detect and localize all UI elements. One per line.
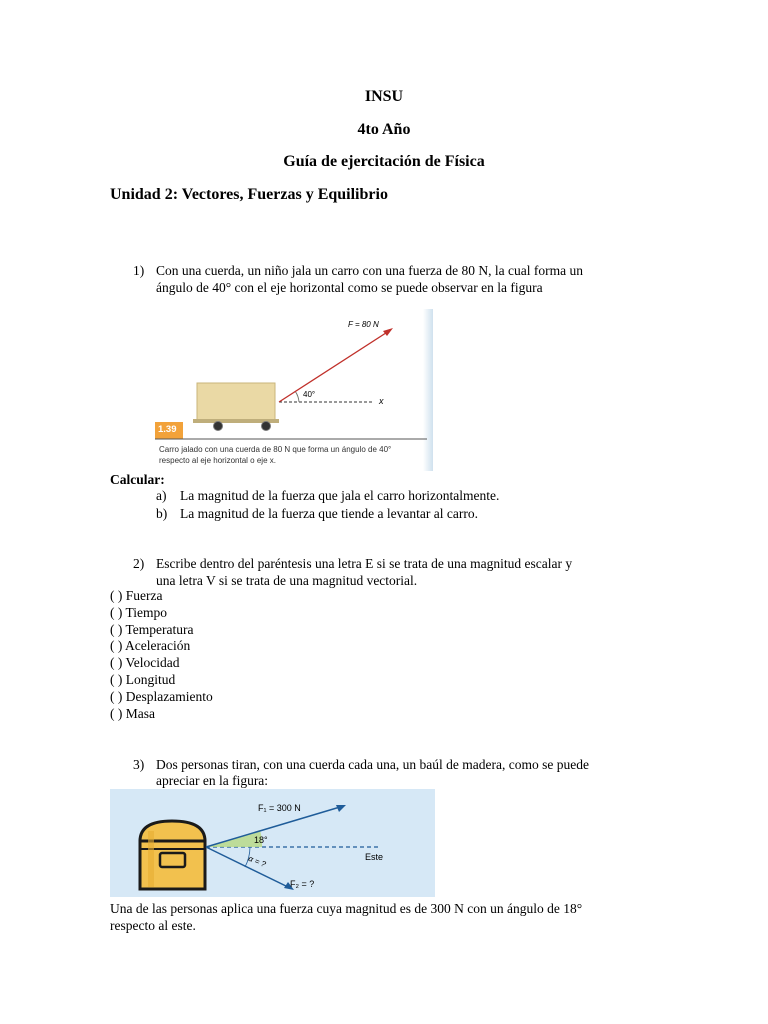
cart-wheel-left	[214, 422, 223, 431]
chest-figure	[110, 789, 435, 897]
unit-title: Unidad 2: Vectores, Fuerzas y Equilibrio	[110, 186, 388, 203]
list-item: ( ) Tiempo	[110, 604, 168, 620]
cart-force-label: F = 80 N	[348, 320, 379, 329]
q1-text-line2: ángulo de 40° con el eje horizontal como se puede observar en la figura	[156, 280, 543, 295]
cart-wheel-right	[262, 422, 271, 431]
list-item: ( ) Aceleración	[110, 638, 191, 654]
alpha-label: α = ?	[246, 853, 268, 870]
q3-text-line2: apreciar en la figura:	[156, 773, 269, 788]
list-item: ( ) Temperatura	[110, 621, 194, 637]
f1-label: F₁ = 300 N	[258, 803, 301, 813]
q3-after-line1: Una de las personas aplica una fuerza cuya magnitud es de 300 N con un ángulo de 18°	[110, 901, 583, 916]
list-item: ( ) Desplazamiento	[110, 688, 213, 704]
q1-item-a-marker: a)	[156, 488, 167, 503]
cart-angle-label: 40°	[303, 390, 316, 399]
q1-item-b-marker: b)	[156, 506, 168, 521]
q3-after-line2: respecto al este.	[110, 918, 196, 933]
magnitude-list	[110, 588, 213, 722]
list-item: ( ) Longitud	[110, 671, 176, 687]
year-label: 4to Año	[357, 121, 411, 138]
east-label: Este	[365, 852, 384, 862]
q2-number: 2)	[133, 556, 145, 571]
f2-label: F₂ = ?	[290, 879, 315, 889]
guide-title: Guía de ejercitación de Física	[283, 153, 485, 170]
calc-label: Calcular:	[110, 472, 165, 487]
list-item: ( ) Velocidad	[110, 655, 180, 671]
list-item: ( ) Fuerza	[110, 588, 163, 603]
chest-icon	[140, 821, 205, 889]
cart-figure	[155, 309, 433, 471]
cart-figure-number: 1.39	[158, 424, 177, 435]
cart-body	[197, 383, 275, 421]
q1-item-b-text: La magnitud de la fuerza que tiende a levantar al carro.	[180, 506, 478, 521]
cart-caption-line1: Carro jalado con una cuerda de 80 N que forma un ángulo de 40°	[159, 445, 392, 454]
q1-text-line1: Con una cuerda, un niño jala un carro con una fuerza de 80 N, la cual forma un	[156, 263, 583, 278]
chest-angle-label: 18°	[254, 835, 268, 845]
q2-text-line1: Escribe dentro del paréntesis una letra E si se trata de una magnitud escalar y	[156, 556, 573, 571]
list-item: ( ) Masa	[110, 705, 155, 721]
q3-text-line1: Dos personas tiran, con una cuerda cada una, un baúl de madera, como se puede	[156, 757, 589, 772]
q3-number: 3)	[133, 757, 145, 772]
q1-item-a-text: La magnitud de la fuerza que jala el carro horizontalmente.	[180, 488, 500, 503]
cart-caption-line2: respecto al eje horizontal o eje x.	[159, 456, 276, 465]
q1-number: 1)	[133, 263, 145, 278]
school-name: INSU	[364, 88, 404, 105]
cart-axis-label: x	[379, 396, 384, 406]
q2-text-line2: una letra V si se trata de una magnitud vectorial.	[156, 573, 418, 588]
